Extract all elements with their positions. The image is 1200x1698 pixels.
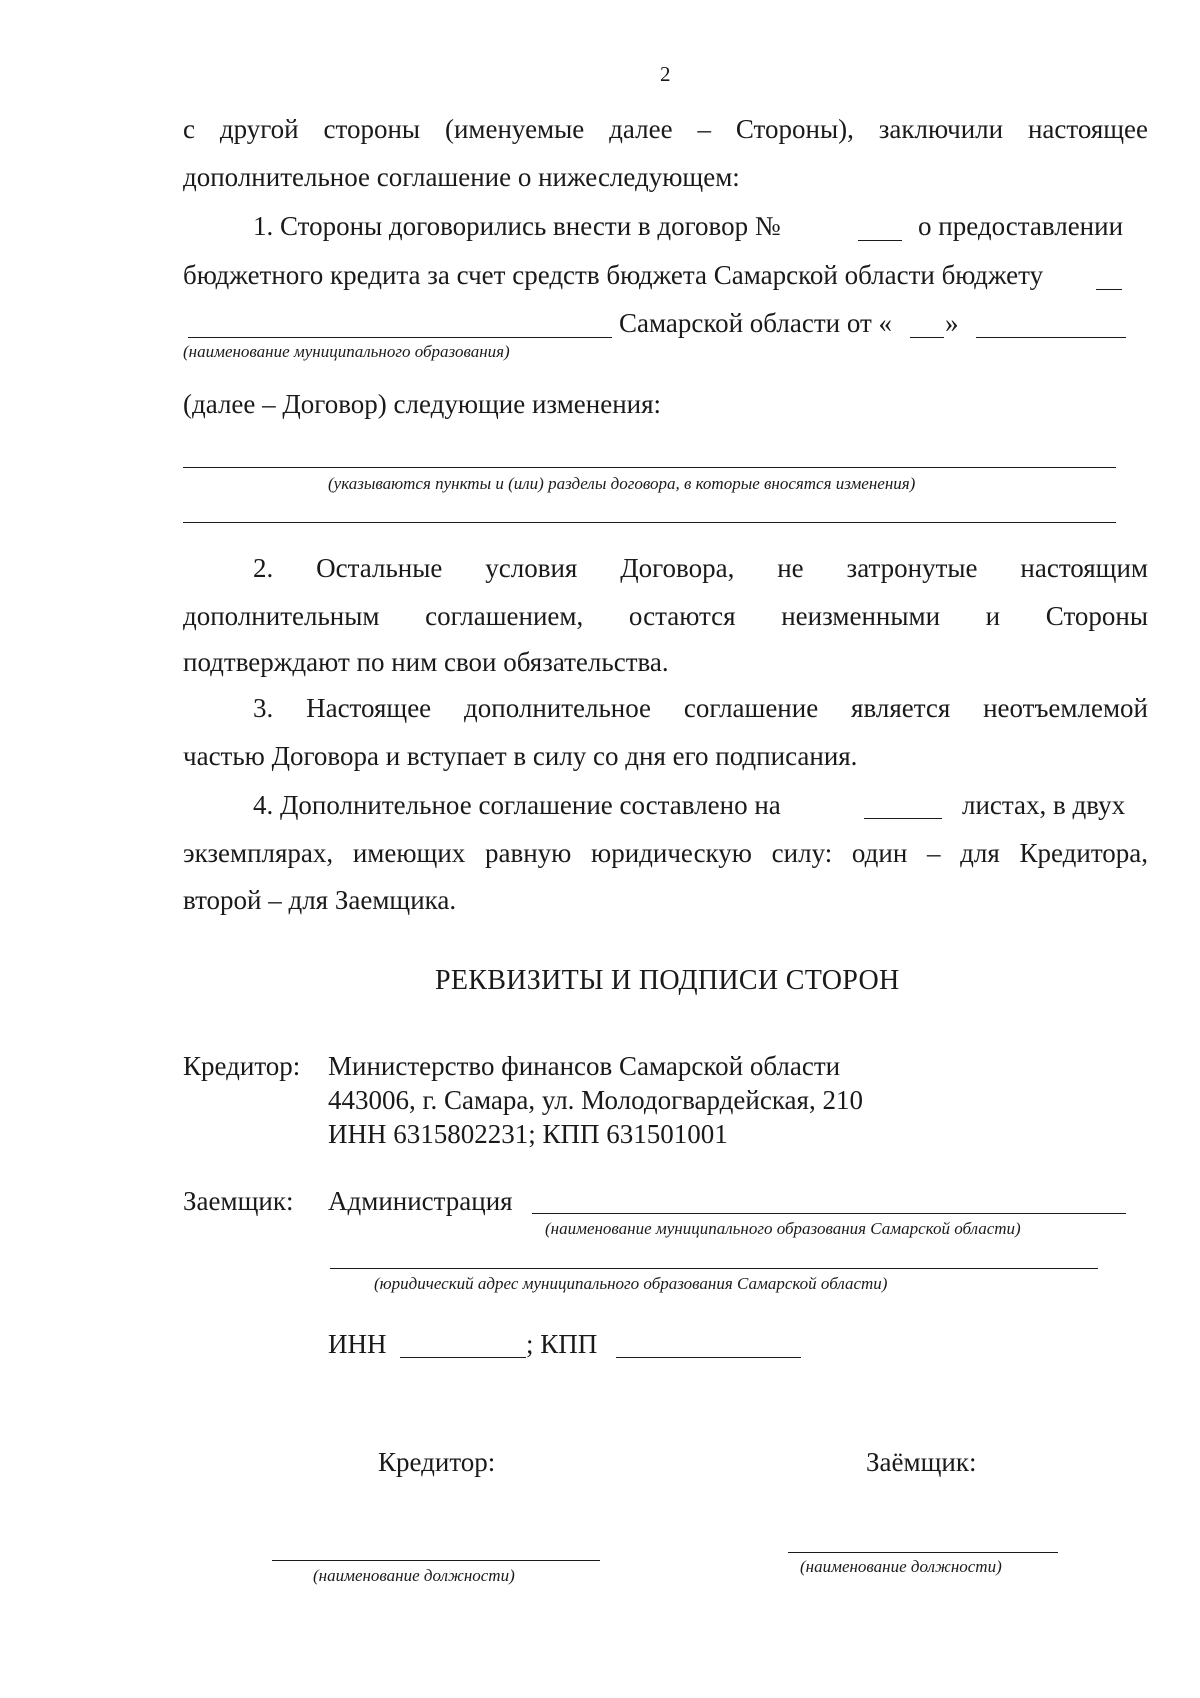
kpp-blank (616, 1357, 801, 1358)
clause2-line-1: 2. Остальные условия Договора, не затронутые настоящим (253, 553, 1148, 583)
clause1-line-4: (далее – Договор) следующие изменения: (183, 389, 662, 419)
clause4-line1-end: листах, в двух (962, 790, 1126, 820)
creditor-ids: ИНН 6315802231; КПП 631501001 (328, 1119, 728, 1149)
page-number: 2 (660, 62, 671, 86)
inn-label: ИНН (328, 1329, 387, 1359)
caption-municipality-name: (наименование муниципального образования) (183, 342, 510, 361)
borrower-position-line (788, 1552, 1058, 1553)
changes-blank-line-1 (183, 467, 1116, 468)
inn-blank (400, 1357, 526, 1358)
caption-borrower-position: (наименование должности) (800, 1557, 1002, 1576)
clause1-line1-end: о предоставлении (918, 211, 1124, 241)
caption-borrower-address: (юридический адрес муниципального образования Самарской области) (374, 1274, 888, 1293)
clause3-line-1: 3. Настоящее дополнительное соглашение является неотъемлемой (253, 693, 1148, 723)
requisites-heading: РЕКВИЗИТЫ И ПОДПИСИ СТОРОН (435, 965, 900, 996)
changes-blank-line-2 (183, 522, 1116, 523)
clause1-line1-start: 1. Стороны договорились внести в договор № (253, 211, 781, 241)
caption-creditor-position: (наименование должности) (313, 1566, 515, 1585)
intro-line-1: с другой стороны (именуемые далее – Стороны), заключили настоящее (183, 114, 1148, 144)
date-month-year-blank (976, 337, 1126, 338)
clause1-line3-start: Самарской области от « (619, 308, 893, 338)
clause4-line-3: второй – для Заемщика. (183, 885, 457, 915)
sheets-count-blank (864, 818, 942, 819)
budget-blank-short (1096, 289, 1122, 290)
clause3-line-2: частью Договора и вступает в силу со дня его подписания. (183, 741, 858, 771)
kpp-label: ; КПП (526, 1329, 598, 1359)
contract-number-blank (858, 240, 902, 241)
clause4-line1-start: 4. Дополнительное соглашение составлено на (253, 790, 781, 820)
municipality-blank (188, 337, 612, 338)
clause1-line3-quote: » (945, 308, 959, 338)
clause1-line-2: бюджетного кредита за счет средств бюджета Самарской области бюджету (183, 260, 1044, 290)
borrower-label: Заемщик: (183, 1186, 294, 1216)
clause2-line-2: дополнительным соглашением, остаются неизменными и Стороны (183, 601, 1148, 631)
creditor-label: Кредитор: (183, 1051, 301, 1081)
borrower-address-blank (330, 1268, 1098, 1269)
clause2-line-3: подтверждают по ним свои обязательства. (183, 647, 669, 677)
caption-borrower-name: (наименование муниципального образования Самарской области) (545, 1219, 1021, 1238)
date-day-blank (910, 337, 944, 338)
signature-creditor-label: Кредитор: (378, 1447, 496, 1477)
creditor-address: 443006, г. Самара, ул. Молодогвардейская, 210 (328, 1085, 863, 1115)
intro-line-2: дополнительное соглашение о нижеследующем: (183, 162, 740, 192)
clause4-line-2: экземплярах, имеющих равную юридическую силу: один – для Кредитора, (183, 838, 1148, 868)
creditor-name: Министерство финансов Самарской области (328, 1051, 841, 1081)
creditor-position-line (272, 1560, 600, 1561)
caption-changes: (указываются пункты и (или) разделы договора, в которые вносятся изменения) (328, 474, 916, 493)
borrower-name-prefix: Администрация (328, 1186, 513, 1216)
signature-borrower-label: Заёмщик: (866, 1447, 977, 1477)
borrower-name-blank (532, 1213, 1126, 1214)
